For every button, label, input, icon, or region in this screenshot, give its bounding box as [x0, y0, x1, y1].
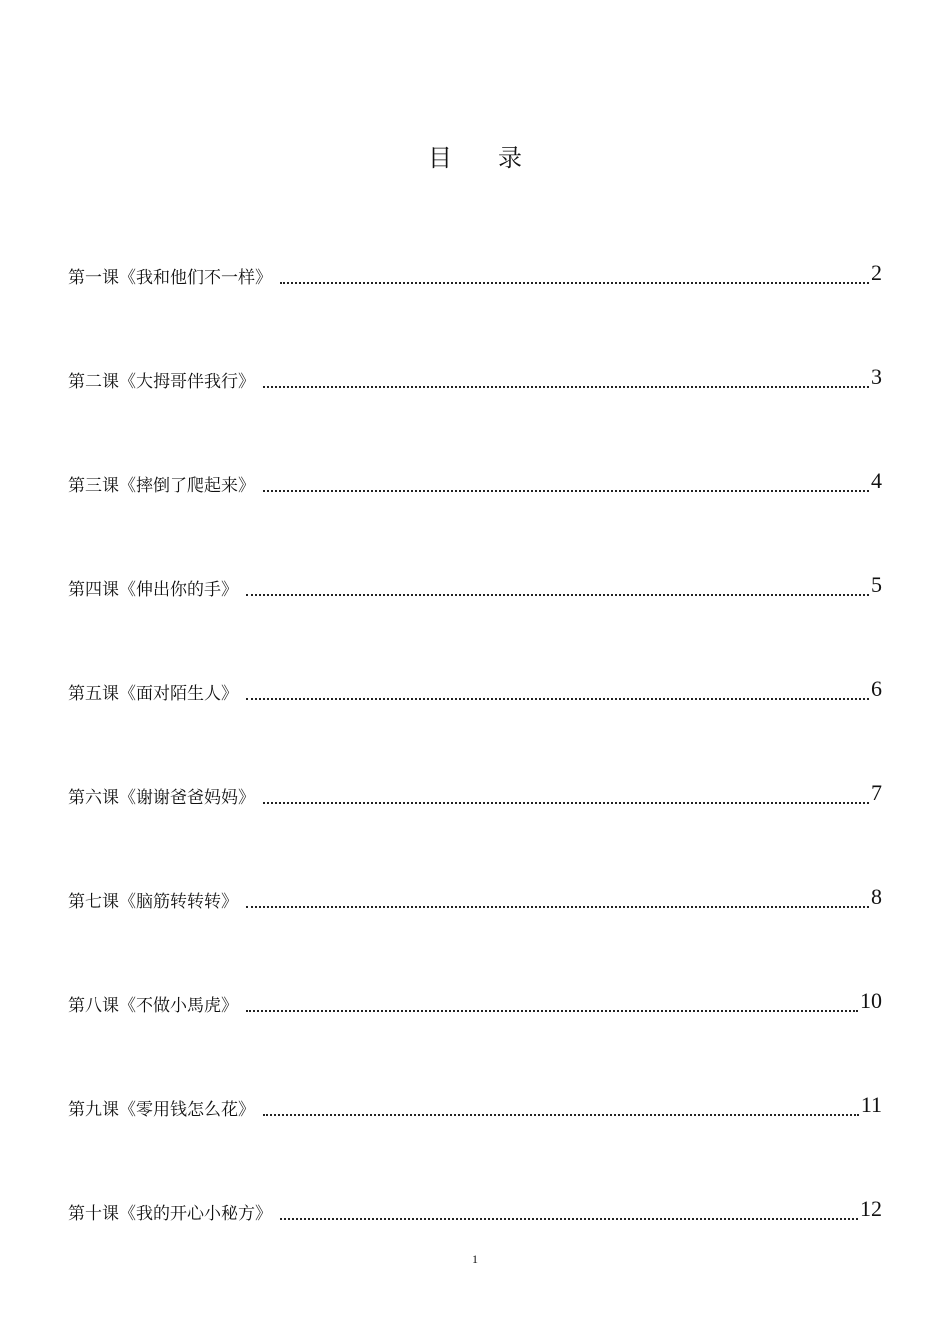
- dot-leader: [246, 905, 869, 908]
- dot-leader: [246, 593, 869, 596]
- toc-entry-page: 2: [871, 260, 882, 285]
- toc-entry-title: 第九课《零用钱怎么花》: [68, 1100, 255, 1120]
- toc-entry[interactable]: [68, 354, 882, 394]
- dot-leader: [263, 489, 869, 492]
- toc-entry-title: 第二课《大拇哥伴我行》: [68, 372, 255, 392]
- toc-entry-page: 6: [871, 676, 882, 701]
- dot-leader: [263, 1113, 859, 1116]
- toc-entry-title: 第六课《谢谢爸爸妈妈》: [68, 788, 255, 808]
- toc-entry-title: 第七课《脑筋转转转》: [68, 892, 238, 912]
- toc-entry-title: 第三课《摔倒了爬起来》: [68, 476, 255, 496]
- dot-leader: [263, 801, 869, 804]
- toc-entry-page: 4: [871, 468, 882, 493]
- toc-entry[interactable]: [68, 770, 882, 810]
- page-number: 1: [472, 1252, 478, 1266]
- toc-entry-title: 第一课《我和他们不一样》: [68, 268, 272, 288]
- toc-entry-page: 11: [860, 1092, 882, 1117]
- toc-entry-page: 7: [871, 780, 882, 805]
- toc-entry[interactable]: [68, 458, 882, 498]
- toc-entry-page: 3: [871, 364, 882, 389]
- toc-entry[interactable]: [68, 562, 882, 602]
- toc-entry-page: 10: [860, 988, 882, 1013]
- toc-entry[interactable]: [68, 666, 882, 706]
- toc-entry[interactable]: [68, 250, 882, 290]
- toc-entry-page: 8: [871, 884, 882, 909]
- page-title: 目录: [428, 144, 568, 172]
- toc-entry[interactable]: [68, 1186, 882, 1226]
- toc-entry-title: 第十课《我的开心小秘方》: [68, 1204, 272, 1224]
- toc-entry-title: 第八课《不做小馬虎》: [68, 996, 238, 1016]
- toc-entry[interactable]: [68, 874, 882, 914]
- toc-entry-page: 5: [871, 572, 882, 597]
- dot-leader: [280, 281, 869, 284]
- toc-entry-page: 12: [860, 1196, 882, 1221]
- dot-leader: [280, 1217, 858, 1220]
- dot-leader: [246, 1009, 858, 1012]
- toc-entry-title: 第四课《伸出你的手》: [68, 580, 238, 600]
- toc-entry[interactable]: [68, 1082, 882, 1122]
- toc-entry-title: 第五课《面对陌生人》: [68, 684, 238, 704]
- toc-entry[interactable]: [68, 978, 882, 1018]
- dot-leader: [263, 385, 869, 388]
- dot-leader: [246, 697, 869, 700]
